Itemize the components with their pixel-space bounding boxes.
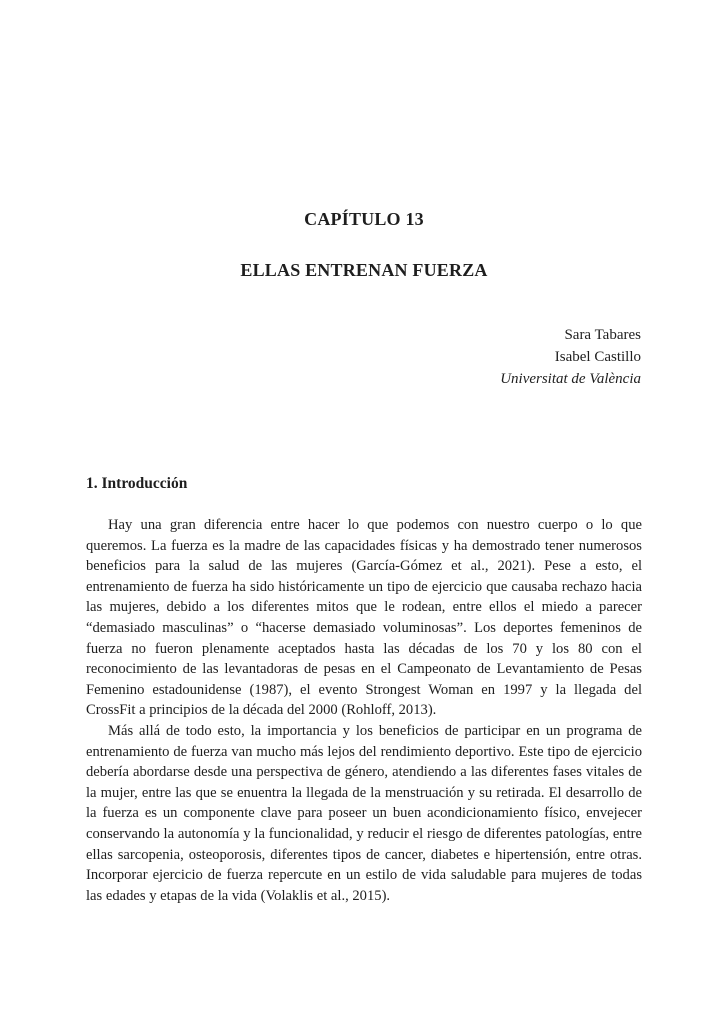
author-affiliation: Universitat de València bbox=[500, 371, 641, 387]
section-heading: 1. Introducción bbox=[86, 475, 188, 492]
author-name: Isabel Castillo bbox=[554, 349, 641, 365]
chapter-title: ELLAS ENTRENAN FUERZA bbox=[240, 260, 488, 280]
author-name: Sara Tabares bbox=[564, 327, 641, 343]
chapter-number: CAPÍTULO 13 bbox=[304, 209, 424, 229]
paragraph: Hay una gran diferencia entre hacer lo que podemos con nuestro cuerpo o lo que queremos. La fuerza es la madre de las capacidades físicas y ha demostrado tener numerosos beneficios para la salud de las mujeres (García-Gómez et al., 2021). Pese a esto, el entrenamiento de fuerza ha sido históricamente un tipo de ejercicio que causaba rechazo hacia las mujeres, debido a los diferentes mitos que le rodean, entre ellos el miedo a parecer “demasiado masculinas” o “hacerse demasiado voluminosas”. Los deportes femeninos de fuerza no fueron plenamente aceptados hasta las décadas de los 70 y los 80 con el reconocimiento de las levantadoras de pesas en el Campeonato de Levantamiento de Pesas Femenino estadounidense (1987), el evento Strongest Woman en 1997 y la llegada del CrossFit a principios de la década del 2000 (Rohloff, 2013). bbox=[86, 517, 642, 719]
body-text bbox=[86, 515, 642, 906]
paragraph: Más allá de todo esto, la importancia y los beneficios de participar en un programa de entrenamiento de fuerza van mucho más lejos del rendimiento deportivo. Este tipo de ejercicio debería abordarse desde una perspectiva de género, atendiendo a las diferentes fases vitales de la mujer, entre las que se enuentra la llegada de la menstruación y su retirada. El desarrollo de la fuerza es un componente clave para poseer un buen acondicionamiento físico, envejecer conservando la autonomía y la funcionalidad, y reducir el riesgo de diferentes patologías, entre ellas sarcopenia, osteoporosis, diferentes tipos de cancer, diabetes e hipertensión, entre otras. Incorporar ejercicio de fuerza repercute en un estilo de vida saludable para mujeres de todas las edades y etapas de la vida (Volaklis et al., 2015). bbox=[86, 722, 642, 904]
author-block bbox=[500, 324, 641, 390]
